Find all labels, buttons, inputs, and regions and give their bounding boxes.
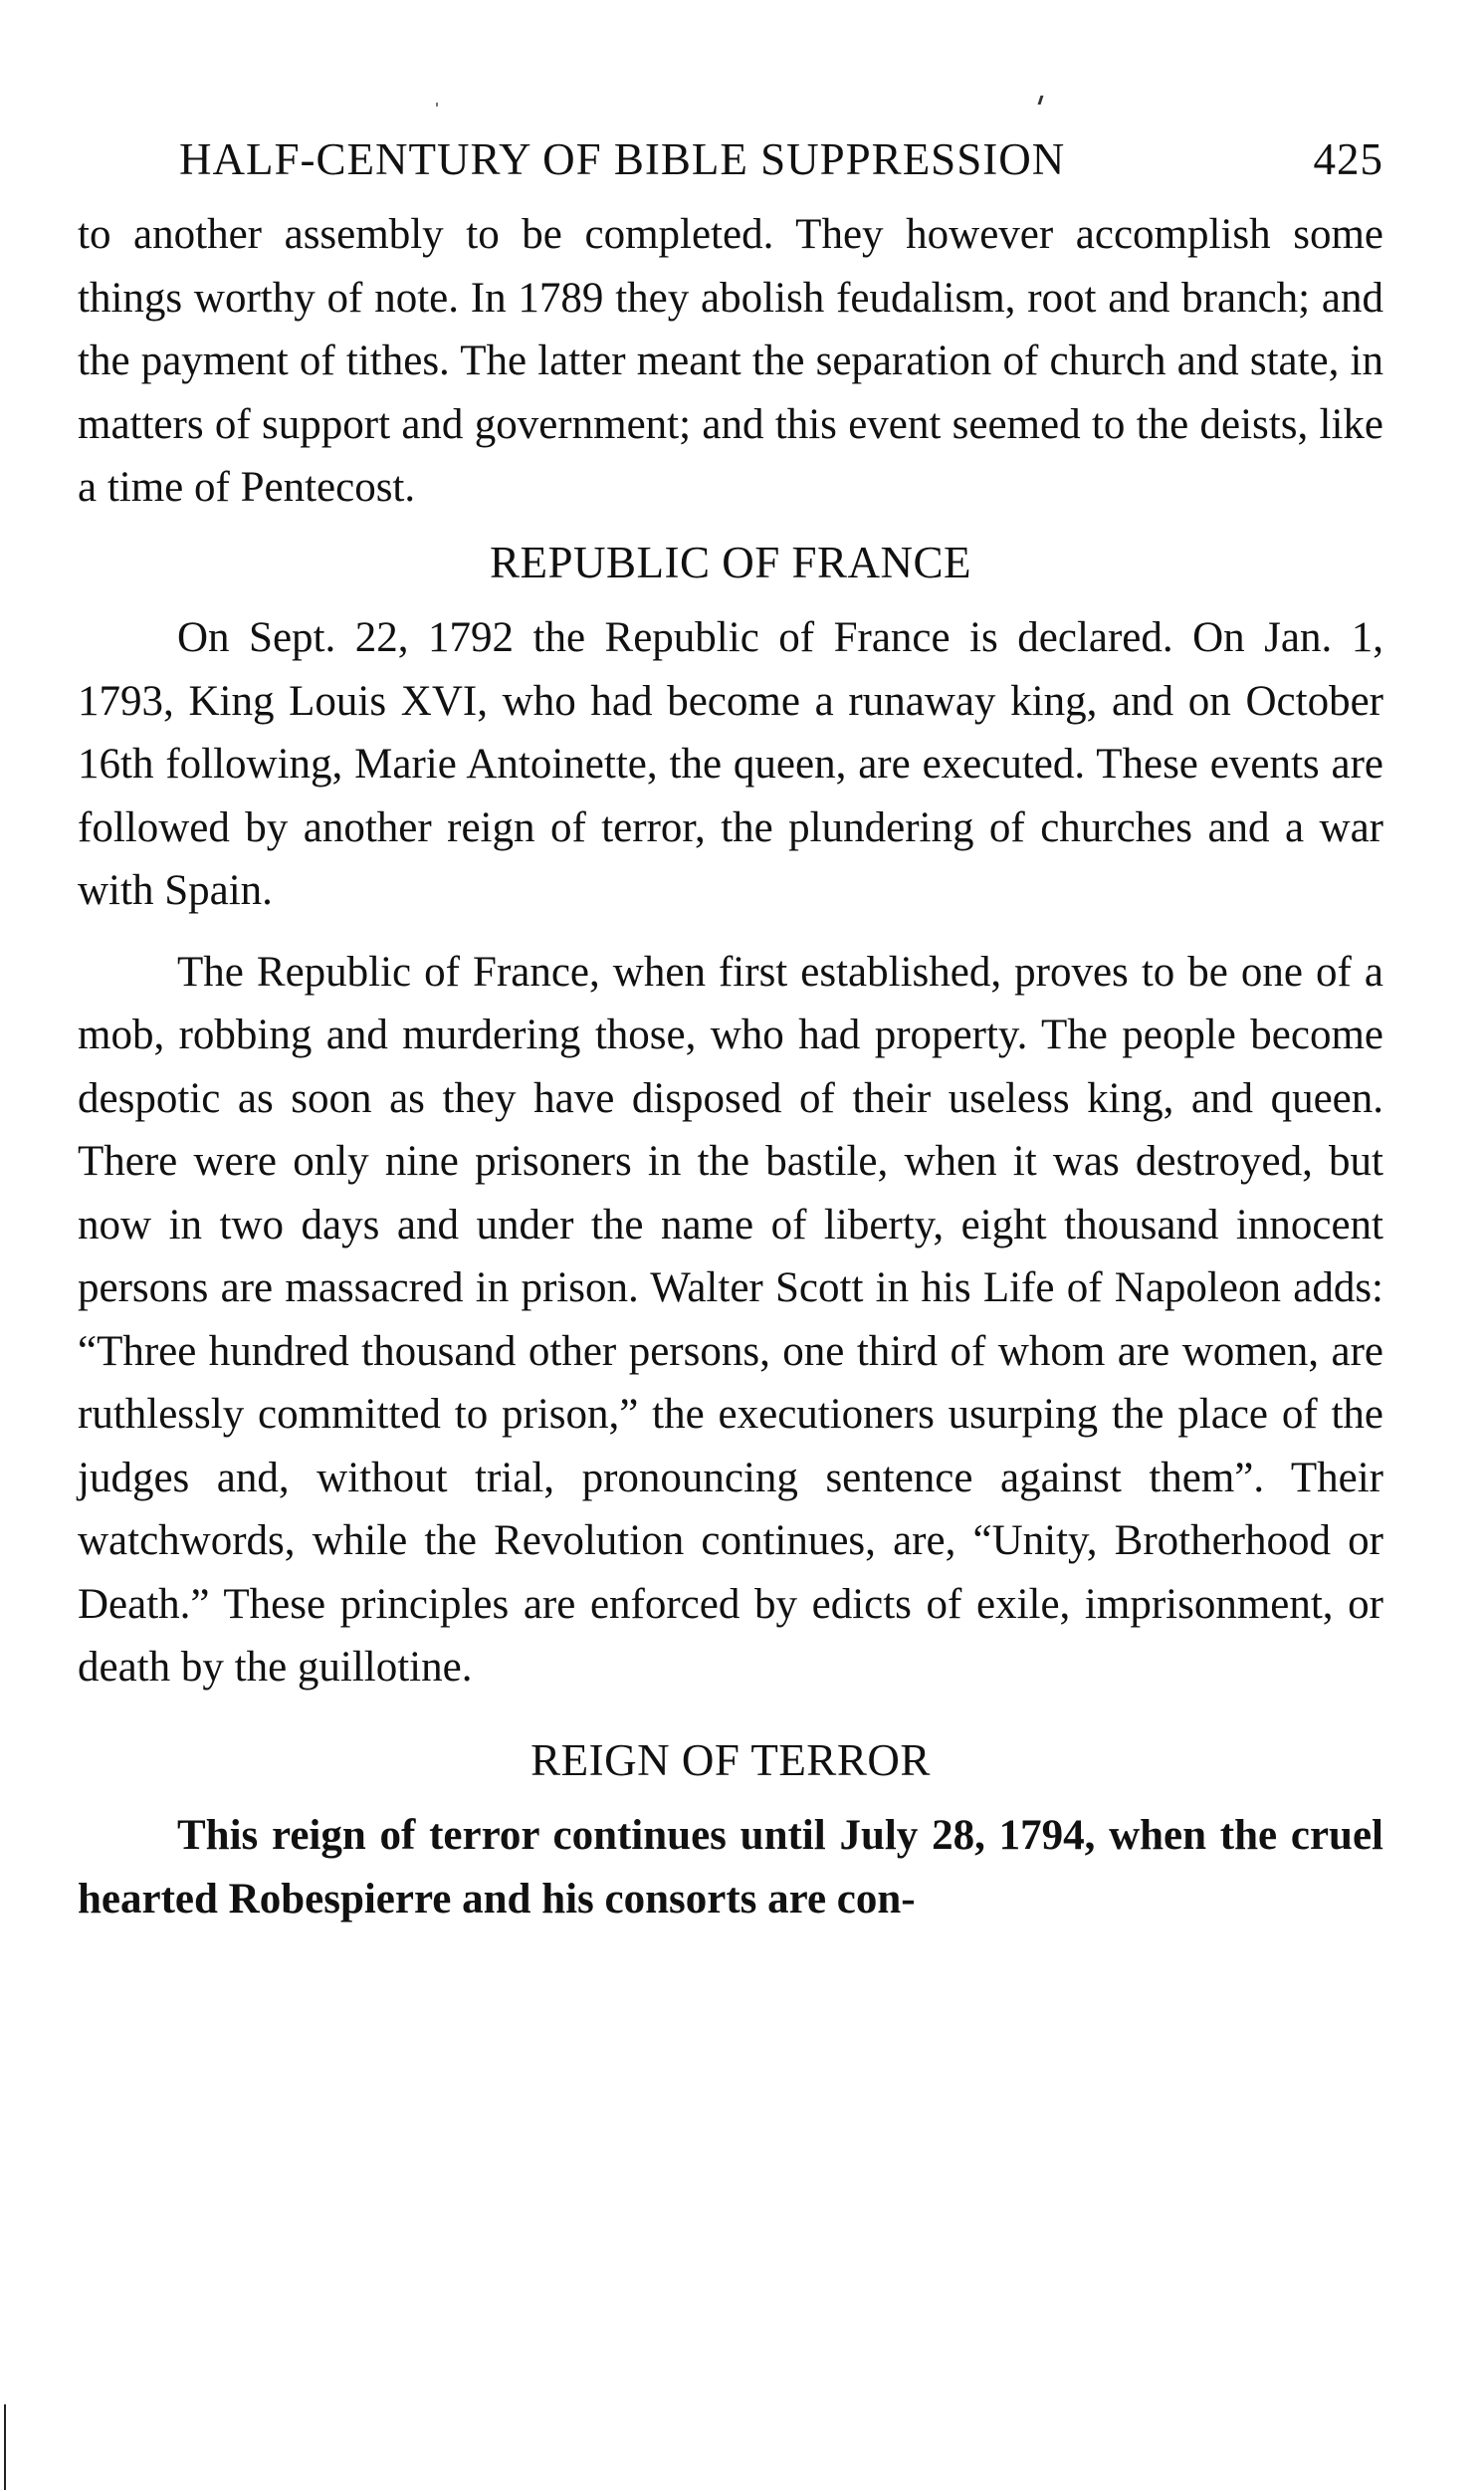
paragraph-republic-mob: The Republic of France, when first established, proves to be one of a mob, robbing and murdering those, who had property. The people become despotic as soon as they have disposed of their useless king, and queen. There were only nine prisoners in the bastile, when it was destroyed, but now in two days and under the name of liberty, eight thousand innocent persons are massacred in prison. Walter Scott in his Life of Napoleon adds: “Three hundred thousand other persons, one third of whom are women, are ruthlessly committed to prison,” the executioners usurping the place of the judges and, without trial, pronouncing sentence against them”. Their watchwords, while the Revolution continues, are, “Unity, Brotherhood or Death.” These principles are enforced by edicts of exile, imprisonment, or death by the guillotine.: [78, 948, 1383, 1691]
section-heading-republic-of-france: REPUBLIC OF FRANCE: [489, 537, 972, 587]
page-number: 425: [1313, 134, 1383, 184]
running-header: [78, 117, 1383, 187]
paragraph-republic-declared: On Sept. 22, 1792 the Republic of France is declared. On Jan. 1, 1793, King Louis XVI, who had become a runaway king, and on October 16th following, Marie Antoinette, the queen, are executed. These events are followed by another reign of terror, the plundering of churches and a war with Spain.: [78, 614, 1383, 914]
page-text: [78, 203, 1383, 1930]
paragraph-reign-of-terror: This reign of terror continues until July 28, 1794, when the cruel hearted Robespierre and his consorts are con-: [78, 1812, 1383, 1923]
book-page: [78, 117, 1383, 1930]
scan-edge-line: [4, 2404, 6, 2490]
paragraph-continuation: to another assembly to be completed. They however accomplish some things worthy of note. In 1789 they abolish feudalism, root and branch; and the payment of tithes. The latter meant the separation of church and state, in matters of support and government; and this event seemed to the deists, like a time of Pentecost.: [78, 211, 1383, 511]
section-heading-reign-of-terror: REIGN OF TERROR: [530, 1734, 931, 1785]
running-title: HALF-CENTURY OF BIBLE SUPPRESSION: [179, 134, 1066, 184]
print-speck-mark: [436, 103, 438, 107]
print-tick-mark: [1038, 96, 1044, 105]
